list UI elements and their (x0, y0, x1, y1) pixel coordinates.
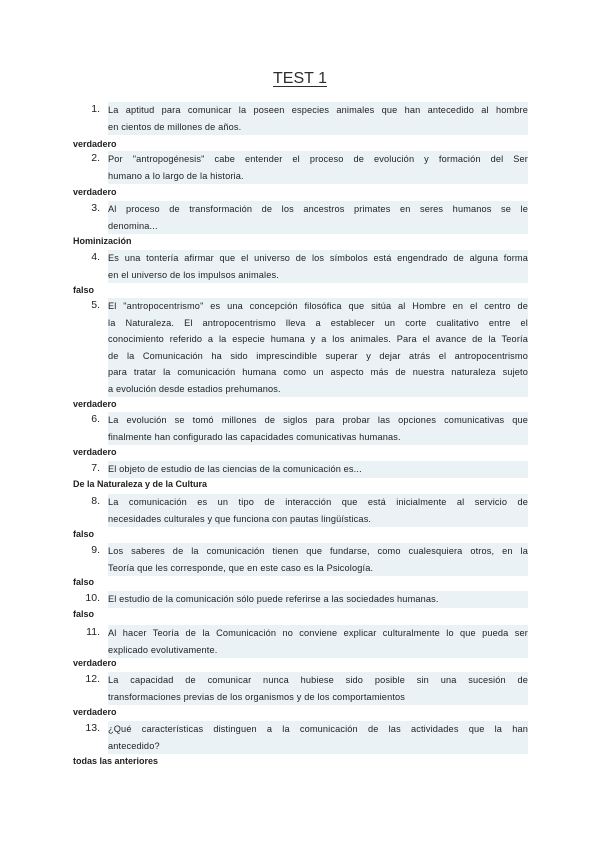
question-number: 5. (91, 299, 100, 311)
title-text: TEST 1 (273, 70, 327, 87)
question-line: para tratar la comunicación humana como un aspecto más de nuestra naturaleza sujeto (108, 364, 528, 381)
question-number: 11. (86, 626, 100, 638)
question-line: explicado evolutivamente. (108, 642, 528, 659)
question-line: en el universo de los impulsos animales. (108, 267, 528, 284)
question-line: Teoría que les corresponde, que en este caso es la Psicología. (108, 560, 528, 577)
question-text (108, 102, 528, 135)
answer: falso (73, 285, 95, 295)
question-line: Al hacer Teoría de la Comunicación no conviene explicar culturalmente lo que pueda ser (108, 625, 528, 642)
question-number: 13. (85, 722, 100, 734)
answer: verdadero (73, 658, 117, 668)
question-line: Es una tontería afirmar que el universo de los símbolos está engendrado de alguna forma (108, 250, 528, 267)
answer: falso (73, 529, 95, 539)
question-number: 4. (91, 251, 100, 263)
question-line: denomina... (108, 218, 528, 235)
question-line: finalmente han configurado las capacidades comunicativas humanas. (108, 429, 528, 446)
question-text (108, 151, 528, 184)
question-line: de la Comunicación ha sido imprescindible superar y dejar atrás el antropocentrismo (108, 348, 528, 365)
page-title (0, 70, 600, 88)
question-text (108, 543, 528, 576)
question-number: 1. (91, 103, 100, 115)
question-line: Por "antropogénesis" cabe entender el proceso de evolución y formación del Ser (108, 151, 528, 168)
answer: verdadero (73, 139, 117, 149)
question-text (108, 494, 528, 527)
question-line: la Naturaleza. El antropocentrismo lleva a establecer un corte cualitativo entre el (108, 315, 528, 332)
question-line: ¿Qué características distinguen a la comunicación de las actividades que la han (108, 721, 528, 738)
question-text (108, 201, 528, 234)
question-text (108, 412, 528, 445)
question-line: El estudio de la comunicación sólo puede referirse a las sociedades humanas. (108, 591, 528, 608)
question-line: Los saberes de la comunicación tienen que fundarse, como cualesquiera otros, en la (108, 543, 528, 560)
question-text (108, 721, 528, 754)
question-line: antecedido? (108, 738, 528, 755)
question-number: 6. (91, 413, 100, 425)
question-number: 9. (91, 544, 100, 556)
question-number: 2. (91, 152, 100, 164)
question-line: La aptitud para comunicar la poseen especies animales que han antecedido al hombre (108, 102, 528, 119)
question-line: conocimiento referido a la especie humana y a los animales. Para el avance de la Teoría (108, 331, 528, 348)
question-text (108, 625, 528, 658)
question-line: humano a lo largo de la historia. (108, 168, 528, 185)
answer: verdadero (73, 399, 117, 409)
question-line: a evolución desde estadios prehumanos. (108, 381, 528, 398)
question-line: transformaciones previas de los organismos y de los comportamientos (108, 689, 528, 706)
question-text (108, 250, 528, 283)
answer: Hominización (73, 236, 132, 246)
answer: todas las anteriores (73, 756, 159, 766)
question-number: 3. (91, 202, 100, 214)
question-number: 7. (91, 462, 100, 474)
question-number: 8. (91, 495, 100, 507)
question-line: El "antropocentrismo" es una concepción filosófica que sitúa al Hombre en el centro de (108, 298, 528, 315)
question-text (108, 591, 528, 608)
question-text (108, 298, 528, 397)
answer: verdadero (73, 707, 117, 717)
question-text (108, 461, 528, 478)
question-number: 12. (85, 673, 100, 685)
answer: verdadero (73, 447, 117, 457)
answer: De la Naturaleza y de la Cultura (73, 479, 208, 489)
question-line: La comunicación es un tipo de interacción que está inicialmente al servicio de (108, 494, 528, 511)
answer: falso (73, 577, 95, 587)
question-line: en cientos de millones de años. (108, 119, 528, 136)
question-line: Al proceso de transformación de los ancestros primates en seres humanos se le (108, 201, 528, 218)
question-line: La capacidad de comunicar nunca hubiese sido posible sin una sucesión de (108, 672, 528, 689)
question-text (108, 672, 528, 705)
answer: verdadero (73, 187, 117, 197)
question-number: 10. (85, 592, 100, 604)
question-line: El objeto de estudio de las ciencias de la comunicación es... (108, 461, 528, 478)
question-line: necesidades culturales y que funciona con pautas lingüísticas. (108, 511, 528, 528)
answer: falso (73, 609, 95, 619)
question-line: La evolución se tomó millones de siglos para probar las opciones comunicativas que (108, 412, 528, 429)
